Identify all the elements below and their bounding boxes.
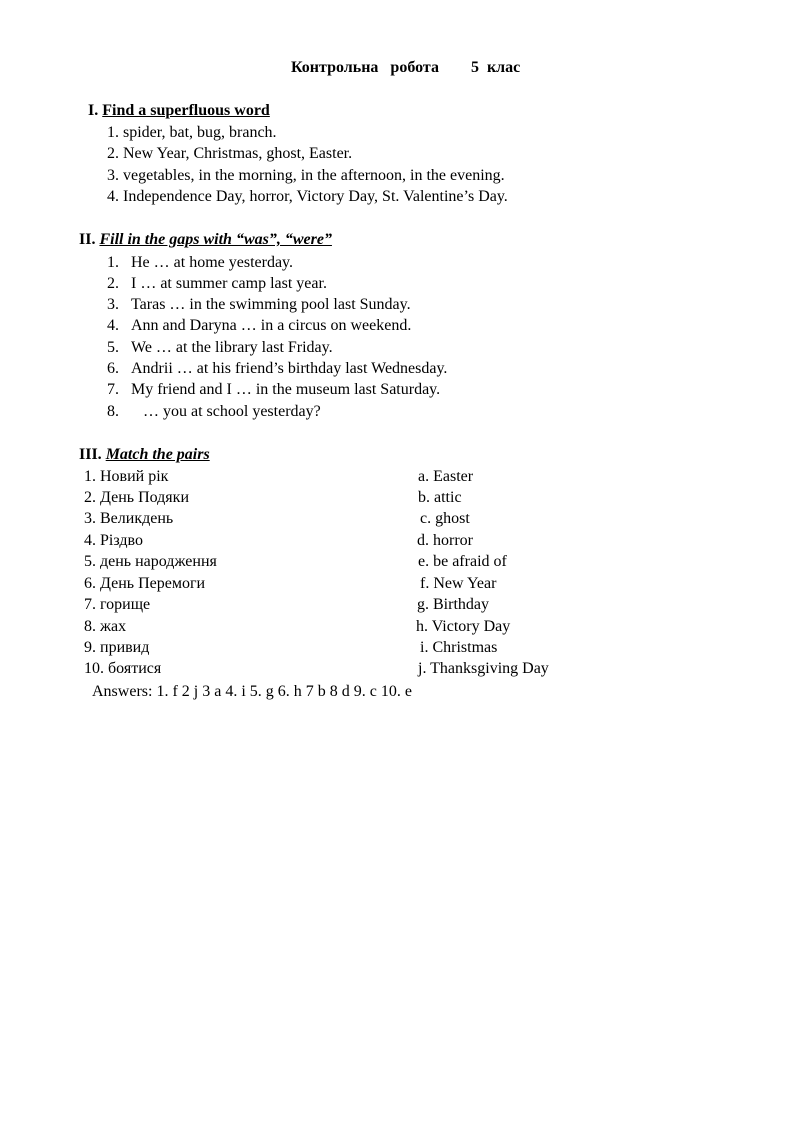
match-left-item: 7. горище — [84, 596, 151, 613]
section-2-item — [107, 296, 411, 314]
item-text: I … at summer camp last year. — [131, 275, 327, 292]
item-text: Ann and Daryna … in a circus on weekend. — [131, 317, 412, 334]
match-left-item: 3. Великдень — [84, 510, 174, 527]
section-2-item — [107, 254, 293, 272]
section-1-item: 3. vegetables, in the morning, in the afternoon, in the evening. — [107, 167, 505, 184]
section-3-roman: III. — [79, 446, 102, 463]
section-2-item — [107, 339, 333, 357]
item-text: We … at the library last Friday. — [131, 339, 333, 356]
item-number: 8. — [107, 403, 119, 420]
section-1-item: 2. New Year, Christmas, ghost, Easter. — [107, 145, 353, 162]
section-1-title: Find a superfluous word — [102, 102, 270, 119]
section-2-item — [107, 381, 440, 399]
match-right-item: e. be afraid of — [418, 553, 507, 570]
match-left-item: 2. День Подяки — [84, 489, 189, 506]
section-1-item: 4. Independence Day, horror, Victory Day, St. Valentine’s Day. — [107, 188, 508, 205]
item-number: 1. — [107, 254, 119, 271]
section-2-roman: II. — [79, 231, 96, 248]
match-right-item: i. Christmas — [420, 639, 498, 656]
section-1-heading — [88, 102, 270, 120]
answers-line: Answers: 1. f 2 j 3 a 4. i 5. g 6. h 7 b 8 d 9. c 10. e — [92, 683, 412, 700]
match-left-item: 5. день народження — [84, 553, 217, 570]
item-number: 6. — [107, 360, 119, 377]
item-number: 7. — [107, 381, 119, 398]
match-right-item: d. horror — [417, 532, 473, 549]
section-2-item — [107, 403, 321, 421]
match-right-item: f. New Year — [420, 575, 497, 592]
section-3-heading — [79, 446, 210, 464]
match-left-item: 1. Новий рік — [84, 468, 169, 485]
section-1-item: 1. spider, bat, bug, branch. — [107, 124, 277, 141]
match-left-item: 4. Різдво — [84, 532, 143, 549]
match-right-item: b. attic — [418, 489, 462, 506]
item-text: Andrii … at his friend’s birthday last Wednesday. — [131, 360, 448, 377]
item-text: Taras … in the swimming pool last Sunday. — [131, 296, 411, 313]
item-number: 5. — [107, 339, 119, 356]
section-2-item — [107, 317, 411, 335]
section-2-item — [107, 275, 327, 293]
match-right-item: a. Easter — [418, 468, 474, 485]
section-2-title: Fill in the gaps with “was”, “were” — [99, 231, 332, 248]
section-2-heading — [79, 231, 332, 249]
item-text: My friend and I … in the museum last Saturday. — [131, 381, 441, 398]
item-number: 3. — [107, 296, 119, 313]
match-left-item: 8. жах — [84, 618, 127, 635]
item-number: 4. — [107, 317, 119, 334]
section-2-item — [107, 360, 447, 378]
page-title: Контрольна робота 5 клас — [291, 59, 521, 76]
match-left-item: 9. привид — [84, 639, 150, 656]
match-left-item: 10. боятися — [84, 660, 162, 677]
section-3-title: Match the pairs — [105, 446, 210, 463]
section-1-roman: I. — [88, 102, 99, 119]
match-right-item: j. Thanksgiving Day — [418, 660, 549, 677]
match-right-item: c. ghost — [420, 510, 470, 527]
match-right-item: h. Victory Day — [416, 618, 511, 635]
item-text: … you at school yesterday? — [139, 403, 321, 420]
item-number: 2. — [107, 275, 119, 292]
match-right-item: g. Birthday — [417, 596, 489, 613]
item-text: He … at home yesterday. — [131, 254, 294, 271]
match-left-item: 6. День Перемоги — [84, 575, 206, 592]
